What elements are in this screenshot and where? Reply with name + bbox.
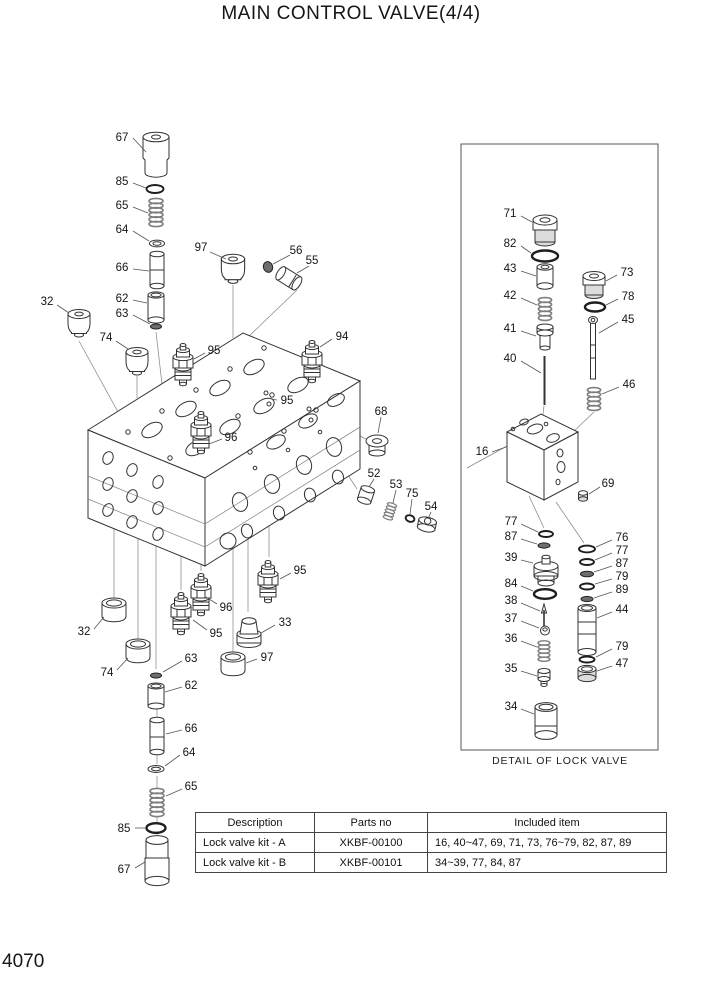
part-label-35: 35 [504,663,518,675]
washer-64 [150,240,165,247]
part-label-39: 39 [504,552,518,564]
poppet-39 [534,555,558,586]
table-row [196,853,667,873]
part-label-44: 44 [615,604,629,616]
leader-line [596,540,612,547]
kit-included-item: 34~39, 77, 84, 87 [428,853,667,873]
part-label-96: 96 [219,602,233,614]
spring-46 [587,388,600,411]
leader-line [594,592,612,598]
leader-line [521,539,537,544]
leader-line [521,641,537,647]
leader-line [166,730,182,734]
leader-line [597,612,612,618]
oring-77-right [580,559,594,565]
part-label-95: 95 [207,345,221,357]
part-label-74: 74 [99,332,113,344]
leader-line [594,566,612,572]
leader-line [378,417,381,433]
part-label-43: 43 [503,263,517,275]
leader-line [280,573,291,579]
part-label-73: 73 [620,267,634,279]
plug-32 [68,310,90,338]
plug-71 [533,215,557,246]
leader-line [135,862,145,868]
part-label-47: 47 [615,658,629,670]
fitting-52 [357,484,376,505]
ring-56 [262,260,274,273]
part-label-45: 45 [621,314,635,326]
main-exploded-view [68,132,437,885]
needle-38 [542,604,547,626]
part-label-67: 67 [117,864,131,876]
leader-line [369,479,374,487]
leader-line [410,499,412,514]
part-label-41: 41 [503,323,517,335]
part-label-68: 68 [374,406,388,418]
pilot-valve-95 [258,561,278,603]
leader-line [521,603,540,611]
cup-47 [578,665,596,681]
sleeve-62 [148,292,164,323]
leader-line [521,671,537,676]
cap-32-bottom [102,598,126,622]
spring-53 [383,502,398,521]
oring-76 [579,546,595,553]
leader-line [133,315,150,324]
cap-74-bottom [126,639,150,663]
leader-line [297,266,309,273]
piston-66 [150,251,164,289]
leader-line [166,789,182,796]
plug-69 [579,491,588,501]
oring-85-bottom [147,823,166,833]
leader-line [595,579,612,584]
page-title: MAIN CONTROL VALVE(4/4) [221,3,481,24]
pilot-valve-94 [302,341,322,383]
sleeve-44 [578,605,596,656]
leader-line [521,709,534,714]
leader-line [521,246,531,253]
leader-line [133,300,147,303]
oring-79 [580,584,594,590]
leader-line [193,620,207,630]
part-label-69: 69 [601,478,615,490]
part-label-62: 62 [115,293,129,305]
part-label-66: 66 [184,723,198,735]
leader-line [393,490,396,503]
part-label-76: 76 [615,532,629,544]
spring-42 [538,298,551,321]
table-header-row [196,813,667,833]
kit-description: Lock valve kit - A [196,833,315,853]
part-label-64: 64 [115,224,129,236]
lock-valve-detail [461,144,658,750]
part-label-16: 16 [475,446,489,458]
leader-line [595,553,612,560]
leader-line [606,299,618,305]
part-label-55: 55 [305,255,319,267]
part-label-84: 84 [504,578,518,590]
leader-line [596,649,612,657]
leader-line [521,271,536,276]
part-label-34: 34 [504,701,518,713]
leader-line [521,361,541,373]
part-label-65: 65 [184,781,198,793]
ball-37 [541,626,550,635]
part-label-65: 65 [115,200,129,212]
leader-line [163,661,182,672]
spring-65 [149,198,163,226]
leader-line [597,666,612,671]
part-label-75: 75 [405,488,419,500]
part-label-32: 32 [77,626,91,638]
part-label-71: 71 [503,208,517,220]
part-label-54: 54 [424,501,438,513]
part-label-95: 95 [293,565,307,577]
leader-line [521,216,532,222]
leader-line [599,322,618,333]
col-header-parts-no: Parts no [315,813,428,833]
oring-78 [585,303,605,312]
part-label-89: 89 [615,584,629,596]
ring-63 [151,324,162,329]
part-label-52: 52 [367,468,381,480]
fitting-55 [274,265,304,291]
part-label-87: 87 [504,531,518,543]
part-label-37: 37 [504,613,518,625]
spring-65-bottom [150,788,164,816]
part-label-42: 42 [503,290,517,302]
leader-line [521,560,533,563]
part-label-74: 74 [100,667,114,679]
leader-line [133,207,148,213]
sleeve-34 [535,703,557,740]
plug-74 [126,348,148,376]
part-label-85: 85 [115,176,129,188]
part-label-32: 32 [40,296,54,308]
leader-line [521,331,536,336]
oring-77 [539,531,553,537]
leader-line [94,617,104,629]
poppet-33 [237,618,261,648]
part-label-36: 36 [504,633,518,645]
leader-line [320,339,332,347]
part-label-40: 40 [503,353,517,365]
leader-line [521,524,538,532]
part-label-95: 95 [280,395,294,407]
ring-89 [581,596,593,601]
part-label-79: 79 [615,641,629,653]
leader-line [133,231,149,241]
oring-75 [405,514,416,523]
col-header-description: Description [196,813,315,833]
leader-line [165,687,182,692]
oring-79-lower [580,657,595,663]
ring-87 [538,543,550,548]
kit-description: Lock valve kit - B [196,853,315,873]
leader-line [602,387,619,394]
leader-line [589,487,600,494]
leader-line [133,183,146,188]
part-label-63: 63 [184,653,198,665]
oring-82 [532,251,558,262]
pilot-valve-95 [171,593,191,635]
rod-45 [589,317,598,380]
leader-line [261,625,275,633]
plug-68 [366,435,388,456]
leader-line [606,275,617,281]
part-label-87: 87 [615,558,629,570]
part-label-97: 97 [194,242,208,254]
part-label-85: 85 [117,823,131,835]
kit-included-item: 16, 40~47, 69, 71, 73, 76~79, 82, 87, 89 [428,833,667,853]
leader-line [133,269,149,271]
part-label-64: 64 [182,747,196,759]
part-label-56: 56 [289,245,303,257]
ring-63-bottom [151,673,162,678]
plug-73 [583,272,605,299]
pilot-valve-96 [191,574,211,616]
cap-67-top [143,132,169,177]
part-label-33: 33 [278,617,292,629]
washer-64-bottom [148,766,164,773]
leader-line [117,658,128,670]
pilot-valve-96 [191,412,211,454]
pilot-valve-95 [173,344,193,386]
page-number: 4070 [2,951,45,972]
part-label-53: 53 [389,479,403,491]
leader-line [116,341,128,349]
table-row [196,833,667,853]
sleeve-62-bottom [148,683,164,709]
part-label-66: 66 [115,262,129,274]
leader-line [521,621,539,628]
leader-line [246,659,257,663]
piston-66-bottom [150,717,164,755]
oring-84 [534,589,556,599]
part-label-62: 62 [184,680,198,692]
part-label-77: 77 [615,545,629,557]
leader-line [210,252,226,259]
part-label-78: 78 [621,291,635,303]
part-label-67: 67 [115,132,129,144]
part-label-79: 79 [615,571,629,583]
kit-parts-no: XKBF-00100 [315,833,428,853]
lock-valve-kit-table [195,812,667,873]
poppet-41 [537,324,553,350]
cap-67-bottom [145,836,169,886]
spring-36 [538,641,550,662]
leader-line [165,755,180,766]
leader-line [492,447,506,452]
oring-85 [147,185,164,193]
part-label-82: 82 [503,238,517,250]
detail-caption: DETAIL OF LOCK VALVE [492,755,628,767]
sleeve-43 [537,264,553,289]
part-label-38: 38 [504,595,518,607]
part-label-46: 46 [622,379,636,391]
ring-87-right [581,571,594,577]
part-label-97: 97 [260,652,274,664]
lock-valve-block-16 [507,414,578,500]
part-label-95: 95 [209,628,223,640]
cap-97-bottom [221,652,245,676]
part-label-94: 94 [335,331,349,343]
col-header-included-item: Included item [428,813,667,833]
kit-parts-no: XKBF-00101 [315,853,428,873]
cap-54 [417,515,438,533]
part-label-77: 77 [504,516,518,528]
part-label-96: 96 [224,432,238,444]
leader-line [57,305,69,313]
leader-line [521,586,533,591]
plug-35 [538,669,550,687]
leader-line [521,298,537,305]
part-label-63: 63 [115,308,129,320]
leader-line [273,255,290,264]
